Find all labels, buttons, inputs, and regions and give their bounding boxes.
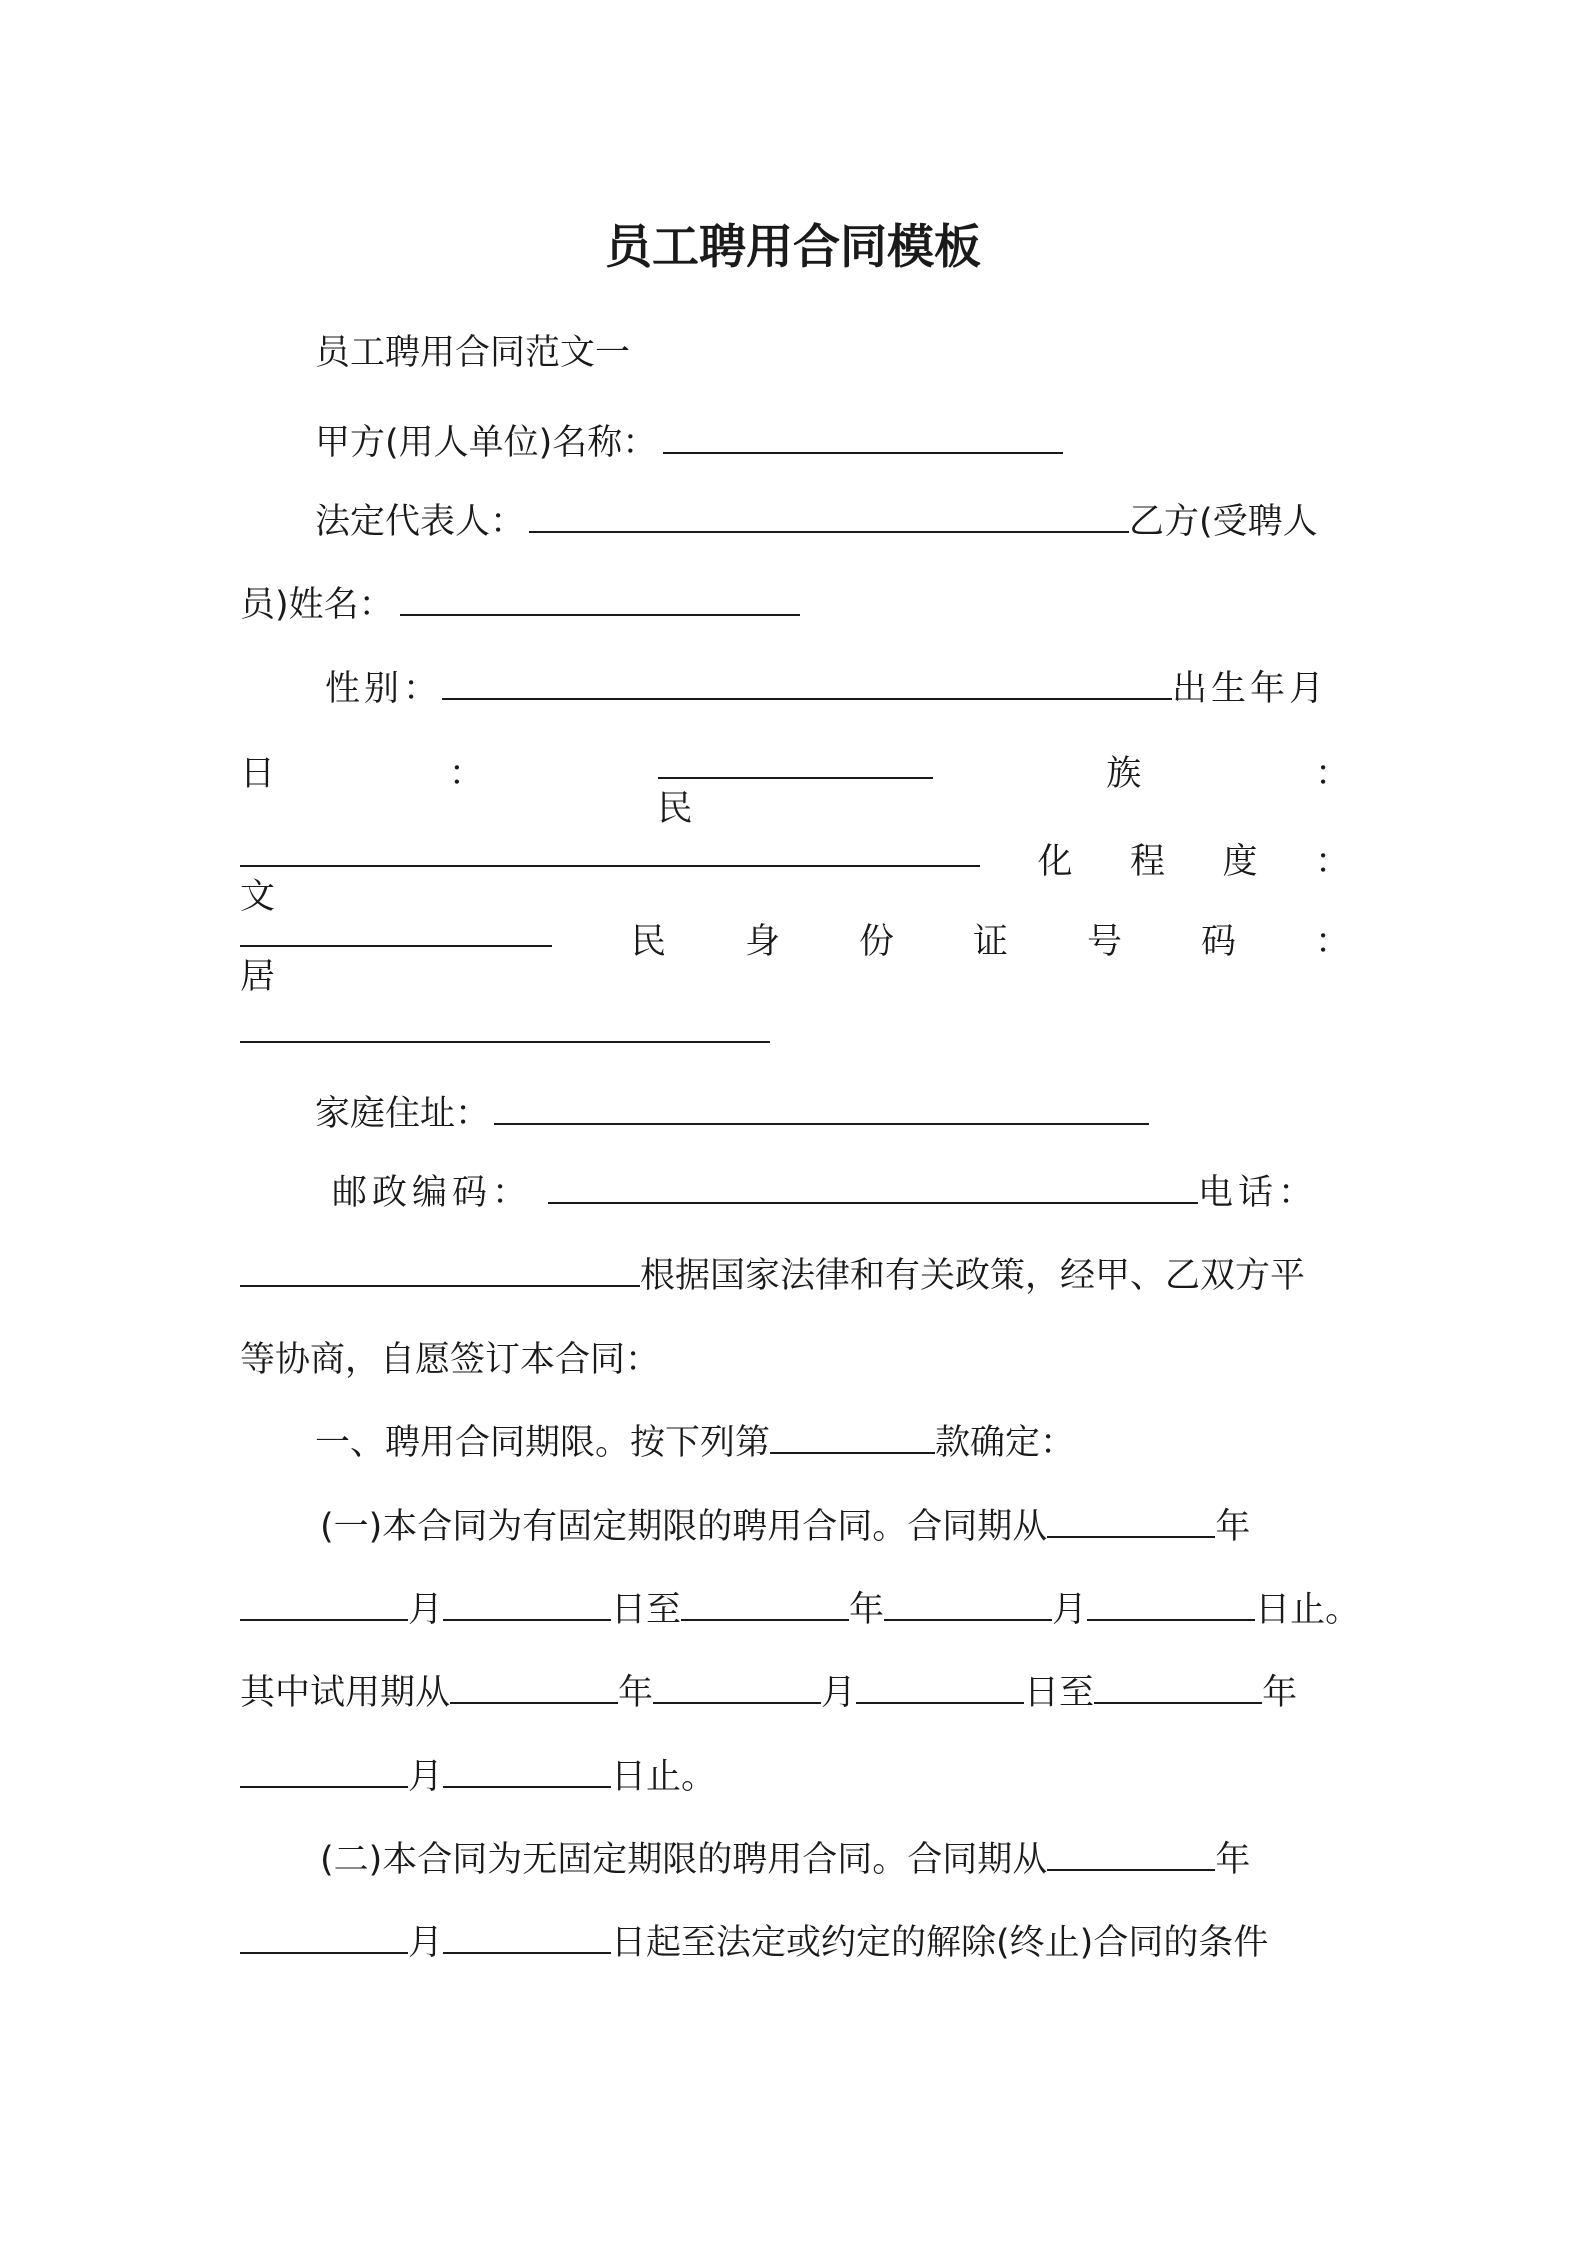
education-blank[interactable] — [240, 912, 552, 947]
birth-ethnicity-line: 日 ： 民 族 ： — [240, 744, 1350, 804]
probation-start-year-blank[interactable] — [450, 1669, 618, 1704]
probation-end-line: 月 日止。 — [240, 1747, 1350, 1807]
probation-start-day-blank[interactable] — [856, 1669, 1024, 1704]
home-address-line: 家庭住址： — [240, 1084, 1350, 1144]
fixed-term-dates-line: 月 日至 年 月 日止。 — [240, 1580, 1350, 1640]
party-b-name-blank[interactable] — [400, 581, 800, 616]
fixed-start-day-blank[interactable] — [443, 1586, 611, 1621]
education-line: 文 化 程 度 ： — [240, 832, 1350, 892]
basis-line: 根据国家法律和有关政策，经甲、乙双方平 — [240, 1246, 1350, 1306]
probation-end-year-blank[interactable] — [1094, 1669, 1262, 1704]
fixed-end-year-blank[interactable] — [681, 1586, 849, 1621]
legal-rep-line: 法定代表人： 乙方(受聘人 — [240, 492, 1350, 552]
probation-line: 其中试用期从 年 月 日至 年 — [240, 1663, 1350, 1723]
home-address-blank[interactable] — [494, 1090, 1149, 1125]
postal-phone-line: 邮政编码： 电话： — [240, 1163, 1350, 1223]
probation-end-day-blank[interactable] — [443, 1753, 611, 1788]
legal-rep-blank[interactable] — [529, 498, 1129, 533]
party-a-line: 甲方(用人单位)名称： — [240, 413, 1350, 473]
section-1-blank[interactable] — [770, 1419, 935, 1454]
birth-date-blank[interactable] — [658, 744, 933, 779]
postal-code-blank[interactable] — [548, 1169, 1198, 1204]
fixed-start-year-blank[interactable] — [1047, 1503, 1215, 1538]
indefinite-start-day-blank[interactable] — [443, 1919, 611, 1954]
id-number-line: 居 民 身 份 证 号 码 ： — [240, 912, 1350, 972]
id-number-blank[interactable] — [240, 1008, 770, 1043]
party-a-blank[interactable] — [663, 419, 1063, 454]
fixed-term-line: (一)本合同为有固定期限的聘用合同。合同期从 年 — [240, 1497, 1350, 1557]
contract-subtitle: 员工聘用合同范文一 — [315, 333, 631, 373]
section-1-heading: 一、聘用合同期限。按下列第 款确定： — [240, 1413, 1350, 1473]
indefinite-term-line: (二)本合同为无固定期限的聘用合同。合同期从 年 — [240, 1830, 1350, 1890]
id-number-blank-line — [240, 1002, 1350, 1062]
phone-blank[interactable] — [240, 1252, 640, 1287]
gender-line: 性别： 出生年月 — [240, 659, 1350, 719]
party-b-name-line: 员)姓名： — [240, 575, 1350, 635]
fixed-end-month-blank[interactable] — [884, 1586, 1052, 1621]
fixed-start-month-blank[interactable] — [240, 1586, 408, 1621]
basis-line-2: 等协商，自愿签订本合同： — [240, 1340, 661, 1380]
ethnicity-blank[interactable] — [240, 832, 980, 867]
fixed-end-day-blank[interactable] — [1087, 1586, 1255, 1621]
probation-start-month-blank[interactable] — [653, 1669, 821, 1704]
probation-end-month-blank[interactable] — [240, 1753, 408, 1788]
indefinite-start-month-blank[interactable] — [240, 1919, 408, 1954]
indefinite-term-dates-line: 月 日起至法定或约定的解除(终止)合同的条件 — [240, 1913, 1350, 1973]
document-title: 员工聘用合同模板 — [605, 220, 981, 275]
gender-blank[interactable] — [442, 665, 1172, 700]
indefinite-start-year-blank[interactable] — [1047, 1836, 1215, 1871]
